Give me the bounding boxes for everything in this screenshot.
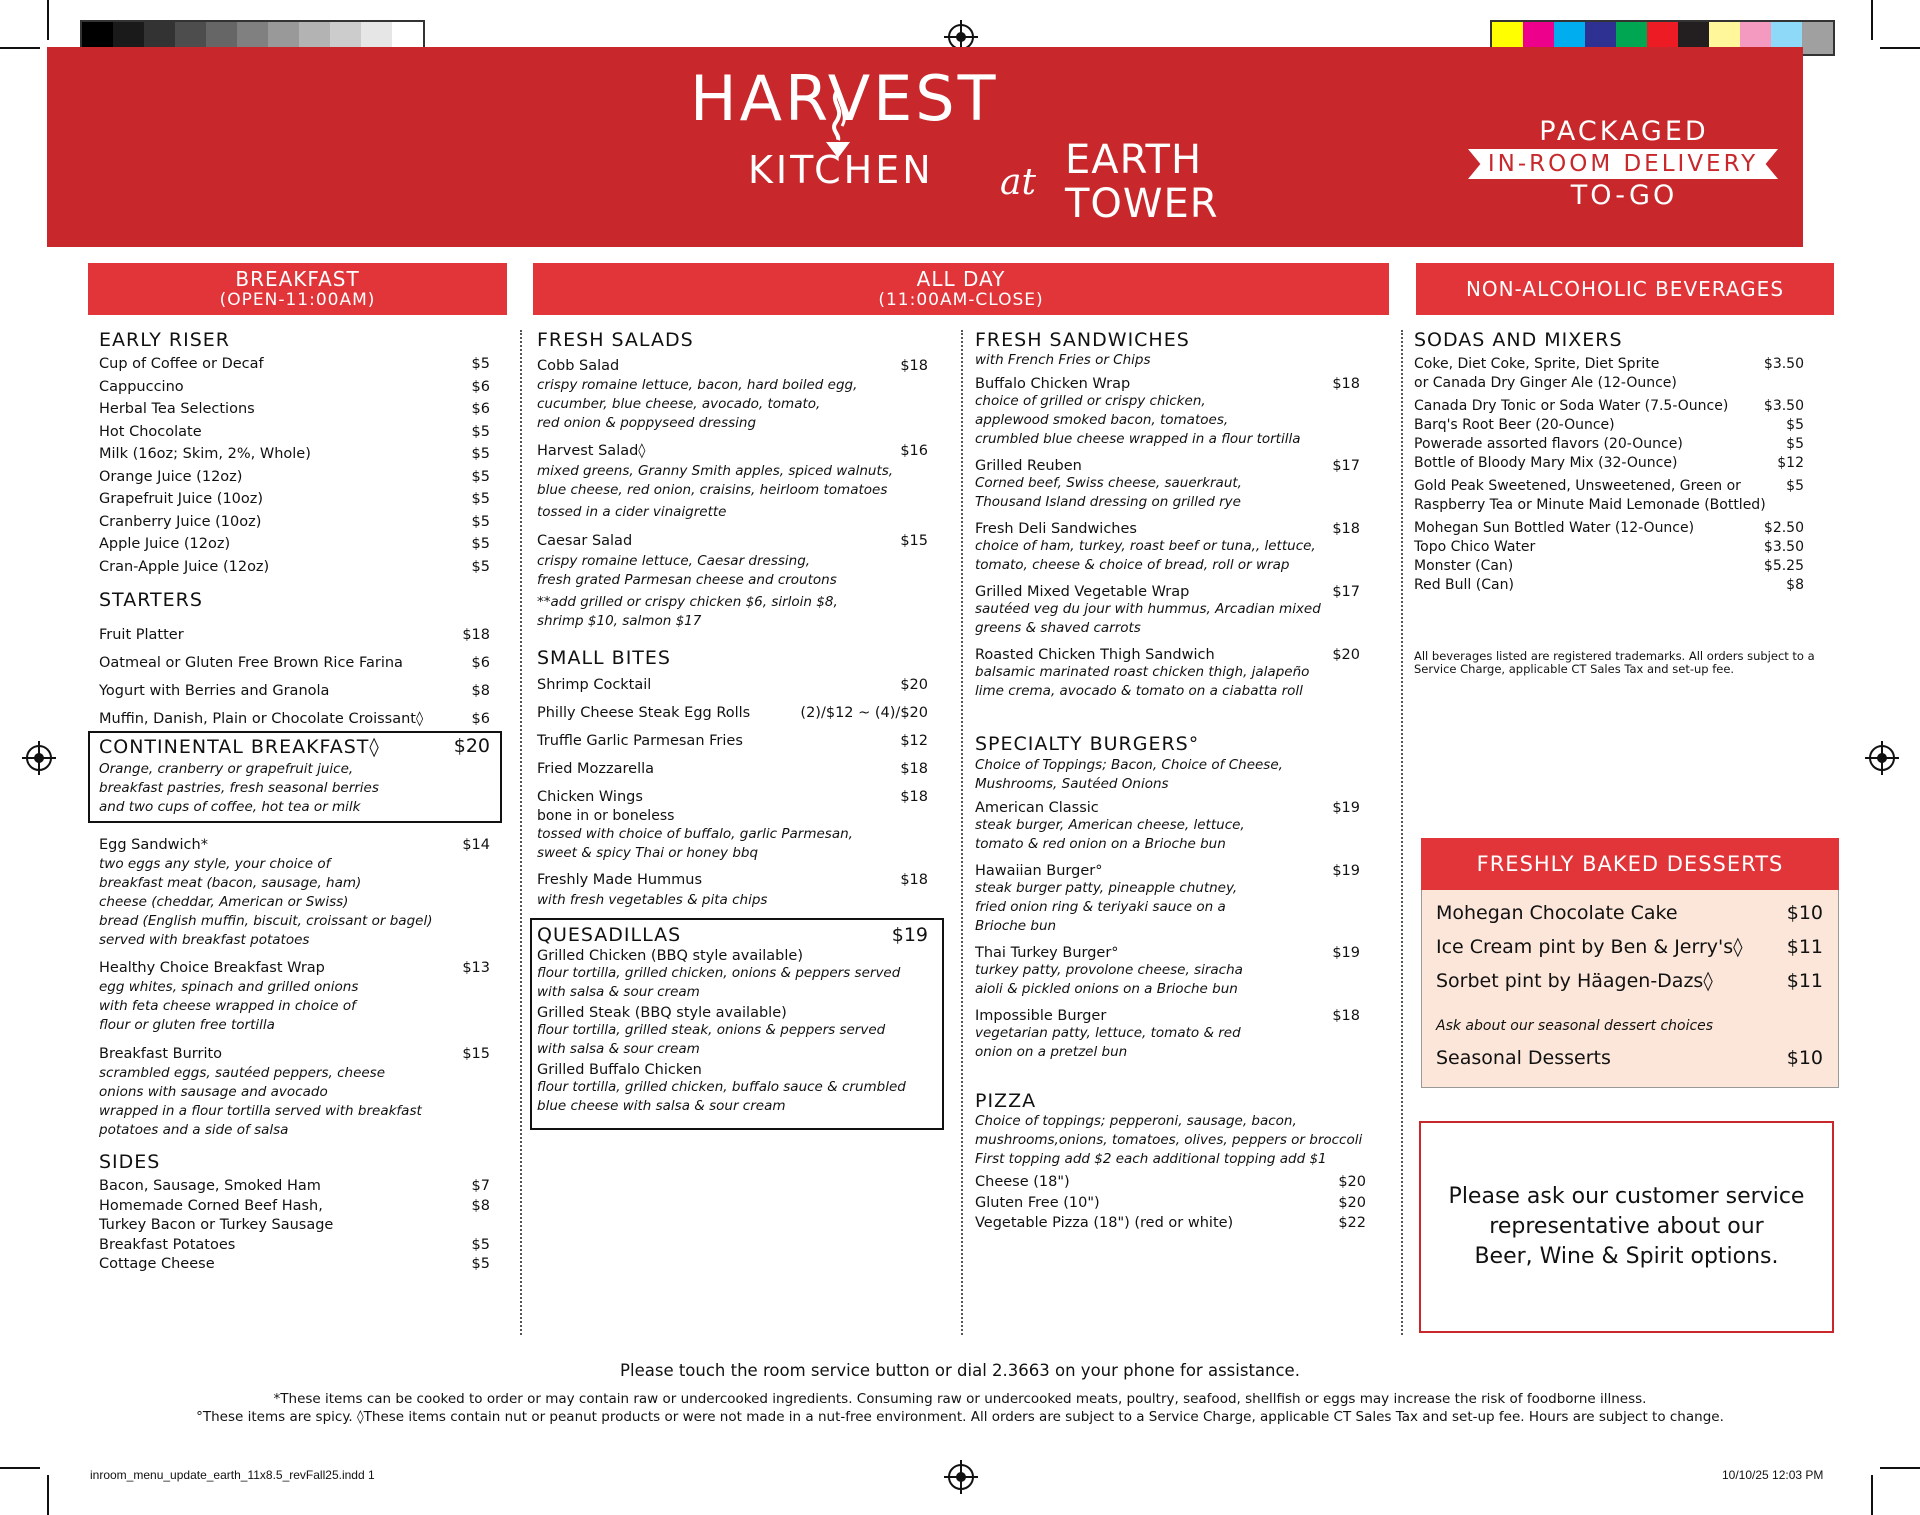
beverages-note	[1414, 650, 1815, 676]
crop-mark	[1880, 1467, 1920, 1469]
sides-title: SIDES	[99, 1151, 161, 1173]
crop-mark	[1880, 47, 1920, 49]
chicken-wings-name: Chicken Wings	[537, 789, 643, 805]
sandwiches-title: FRESH SANDWICHES	[975, 329, 1190, 351]
dessert-item	[1436, 936, 1826, 970]
beverage-name: Red Bull (Can)	[1414, 577, 1514, 593]
beverage-item	[1414, 477, 1804, 515]
hummus-desc	[537, 891, 767, 910]
salads-title: FRESH SALADS	[537, 329, 694, 351]
beverage-item	[1414, 397, 1804, 416]
early-riser-item-name: Grapefruit Juice (10oz)	[99, 491, 264, 507]
quesadilla-desc-line: flour tortilla, grilled chicken, onions & peppers served	[537, 965, 901, 981]
early-riser-item-name: Hot Chocolate	[99, 423, 202, 440]
sandwiches-sub: with French Fries or Chips	[975, 352, 1151, 368]
desc-line: red onion & poppyseed dressing	[537, 415, 757, 431]
desc-line: shrimp $10, salmon $17	[537, 613, 702, 629]
burger-desc-line: turkey patty, provolone cheese, siracha	[975, 962, 1243, 978]
early-riser-item-name: Apple Juice (12oz)	[99, 536, 231, 552]
sandwich-desc-line: balsamic marinated roast chicken thigh, jalapeño	[975, 664, 1310, 680]
dessert-name: Mohegan Chocolate Cake	[1436, 902, 1678, 924]
early-riser-item-name: Cup of Coffee or Decaf	[99, 356, 264, 372]
crop-mark	[0, 1467, 40, 1469]
ask-line: Please ask our customer service	[1448, 1184, 1805, 1209]
quesadilla-desc-line: with salsa & sour cream	[537, 1041, 700, 1057]
beverage-name: Topo Chico Water	[1414, 539, 1536, 555]
burger-name: American Classic	[975, 800, 1099, 816]
desc-line: sweet & spicy Thai or honey bbq	[537, 845, 759, 861]
caesar-salad-price: $15	[900, 533, 928, 549]
sandwich-desc-line: choice of grilled or crispy chicken,	[975, 393, 1206, 409]
desc-line: wrapped in a flour tortilla served with breakfast	[99, 1103, 422, 1119]
sandwich-name: Roasted Chicken Thigh Sandwich	[975, 647, 1215, 663]
seasonal-desserts-price: $10	[1786, 1047, 1823, 1069]
burrito-desc	[99, 1064, 422, 1140]
beverage-price: $3.50	[1763, 539, 1804, 555]
quesadillas-title: QUESADILLAS	[537, 924, 682, 946]
breakfast-title: BREAKFAST	[235, 267, 360, 291]
dessert-item	[1436, 970, 1826, 1004]
ask-line: representative about our	[1489, 1214, 1764, 1239]
early-riser-item-name: Milk (16oz; Skim, 2%, Whole)	[99, 446, 311, 462]
desc-line: breakfast pastries, fresh seasonal berries	[99, 780, 379, 796]
burger	[975, 800, 1375, 854]
sandwich-price: $17	[1332, 584, 1360, 600]
beverage-price: $3.50	[1763, 356, 1804, 372]
assistance-note: Please touch the room service button or dial 2.3663 on your phone for assistance.	[620, 1361, 1300, 1380]
side-item-name: Homemade Corned Beef Hash,	[99, 1197, 323, 1214]
burger-desc-line: Brioche bun	[975, 918, 1057, 934]
to-go-label: TO-GO	[1570, 180, 1678, 211]
harvest-salad-desc	[537, 462, 893, 522]
starters-title: STARTERS	[99, 589, 203, 611]
dessert-item	[1436, 902, 1826, 936]
desc-line: with feta cheese wrapped in choice of	[99, 998, 356, 1014]
beverage-name: Coke, Diet Coke, Sprite, Diet Sprite	[1414, 356, 1660, 372]
side-item-name: Turkey Bacon or Turkey Sausage	[99, 1217, 334, 1233]
sandwich-name: Grilled Reuben	[975, 458, 1082, 474]
small-bite-name: Fried Mozzarella	[537, 761, 655, 777]
starter-item-name: Fruit Platter	[99, 627, 184, 643]
small-bite-price: $12	[900, 733, 928, 749]
sandwich-name: Buffalo Chicken Wrap	[975, 376, 1131, 392]
sandwich-name: Grilled Mixed Vegetable Wrap	[975, 584, 1190, 600]
small-bite-price: (2)/$12 ~ (4)/$20	[800, 705, 928, 721]
sandwich-price: $17	[1332, 458, 1360, 474]
desc-line: mushrooms,onions, tomatoes, olives, peppers or broccoli	[975, 1132, 1363, 1148]
registration-mark	[1869, 745, 1895, 771]
logo-at: at	[1000, 162, 1036, 203]
burger-price: $19	[1332, 945, 1360, 961]
sandwich-desc-line: sautéed veg du jour with hummus, Arcadian mixed	[975, 601, 1321, 617]
small-bite-name: Philly Cheese Steak Egg Rolls	[537, 705, 751, 721]
early-riser-item-name: Cappuccino	[99, 378, 184, 395]
small-bite-name: Shrimp Cocktail	[537, 677, 652, 693]
hummus-price: $18	[900, 872, 928, 888]
desc-line: First topping add $2 each additional topping add $1	[975, 1151, 1327, 1167]
sandwich	[975, 521, 1375, 575]
breakfast-banner	[88, 263, 507, 315]
side-item-name: Breakfast Potatoes	[99, 1236, 236, 1253]
pizza-item-name: Cheese (18")	[975, 1174, 1070, 1190]
continental-price: $20	[453, 735, 490, 757]
sandwich-name: Fresh Deli Sandwiches	[975, 521, 1137, 537]
desc-line: crispy romaine lettuce, Caesar dressing,	[537, 553, 811, 569]
pizza-title: PIZZA	[975, 1090, 1037, 1112]
crop-mark	[0, 47, 40, 49]
desserts-list	[1436, 902, 1826, 1004]
early-riser-item-price: $5	[471, 356, 490, 372]
beverage-price: $5	[1786, 436, 1804, 452]
sandwich	[975, 584, 1375, 638]
chicken-wings-desc	[537, 825, 853, 863]
sodas-title: SODAS AND MIXERS	[1414, 329, 1623, 351]
beverage-item	[1414, 576, 1804, 595]
beverage-name-2: Raspberry Tea or Minute Maid Lemonade (Bottled)	[1414, 497, 1766, 513]
sandwiches-list	[975, 376, 1375, 710]
burgers-list	[975, 800, 1375, 1071]
burger-desc-line: fried onion ring & teriyaki sauce on a	[975, 899, 1226, 915]
ask-line: Beer, Wine & Spirit options.	[1474, 1244, 1779, 1269]
sandwich	[975, 376, 1375, 449]
beverage-item	[1414, 519, 1804, 538]
early-riser-item-price: $5	[471, 491, 490, 507]
beverage-name: Barq's Root Beer (20-Ounce)	[1414, 417, 1615, 433]
registration-mark	[26, 745, 52, 771]
burger-name: Impossible Burger	[975, 1008, 1107, 1024]
starter-item-price: $6	[471, 655, 490, 671]
burger-price: $19	[1332, 800, 1360, 816]
beverage-name: Monster (Can)	[1414, 558, 1514, 574]
pizza-sub	[975, 1112, 1362, 1169]
desc-line: blue cheese, red onion, craisins, heirloom tomatoes	[537, 482, 888, 498]
quesadilla	[537, 948, 937, 1002]
pizza-item-name: Vegetable Pizza (18") (red or white)	[975, 1215, 1234, 1231]
desc-line: onions with sausage and avocado	[99, 1084, 328, 1100]
dessert-name: Sorbet pint by Häagen-Dazs◊	[1436, 970, 1713, 992]
side-item-name: Cottage Cheese	[99, 1256, 215, 1272]
beer-wine-text	[1419, 1182, 1834, 1272]
early-riser-item-price: $5	[471, 536, 490, 552]
allday-title: ALL DAY	[916, 267, 1006, 291]
starter-item-name: Yogurt with Berries and Granola	[99, 683, 330, 699]
logo-kitchen: KITCHEN	[748, 148, 934, 192]
beverage-item	[1414, 538, 1804, 557]
desc-line: cucumber, blue cheese, avocado, tomato,	[537, 396, 821, 412]
beverage-price: $2.50	[1763, 520, 1804, 536]
file-slug: inroom_menu_update_earth_11x8.5_revFall25.indd 1	[90, 1468, 375, 1482]
burger-name: Thai Turkey Burger°	[975, 945, 1119, 961]
early-riser-item-price: $6	[471, 401, 490, 417]
quesadilla-name: Grilled Steak (BBQ style available)	[537, 1005, 787, 1021]
side-item-price: $5	[471, 1236, 490, 1253]
burger-desc-line: onion on a pretzel bun	[975, 1044, 1128, 1060]
beverage-price: $5	[1786, 417, 1804, 433]
footnote-spicy-nut: °These items are spicy. ◊These items contain nut or peanut products or were not made in a nut-free environment. All orders are subject to a Service Charge, applicable CT Sales Tax and set-up fee. Hours are subject to change.	[196, 1409, 1724, 1425]
beverage-price: $5	[1786, 478, 1804, 494]
sandwich-price: $18	[1332, 376, 1360, 392]
desc-line: tossed in a cider vinaigrette	[537, 504, 727, 520]
desc-line: two eggs any style, your choice of	[99, 856, 331, 872]
quesadilla	[537, 1005, 937, 1059]
desc-line: bread (English muffin, biscuit, croissant or bagel)	[99, 913, 433, 929]
in-room-delivery-ribbon	[1468, 149, 1778, 179]
burger-desc-line: steak burger patty, pineapple chutney,	[975, 880, 1238, 896]
sandwich-price: $20	[1332, 647, 1360, 663]
beverage-price: $5.25	[1763, 558, 1804, 574]
starter-item-name: Oatmeal or Gluten Free Brown Rice Farina	[99, 655, 403, 671]
desc-line: mixed greens, Granny Smith apples, spiced walnuts,	[537, 463, 894, 479]
small-bite-price: $18	[900, 761, 928, 777]
desc-line: egg whites, spinach and grilled onions	[99, 979, 359, 995]
burger	[975, 1008, 1375, 1062]
dessert-price: $11	[1786, 936, 1823, 958]
side-item-price: $5	[471, 1256, 490, 1272]
burger-name: Hawaiian Burger°	[975, 863, 1103, 879]
burgers-title: SPECIALTY BURGERS°	[975, 733, 1200, 755]
beverage-price: $8	[1786, 577, 1804, 593]
breakfast-hours: (OPEN-11:00AM)	[219, 290, 376, 310]
harvest-salad-price: $16	[900, 443, 928, 459]
burger-desc-line: tomato & red onion on a Brioche bun	[975, 836, 1226, 852]
desc-line: potatoes and a side of salsa	[99, 1122, 289, 1138]
beverages-banner: NON-ALCOHOLIC BEVERAGES	[1416, 263, 1834, 315]
sandwich-desc-line: applewood smoked bacon, tomatoes,	[975, 412, 1229, 428]
quesadilla-desc-line: with salsa & sour cream	[537, 984, 700, 1000]
early-riser-item-price: $6	[471, 378, 490, 395]
beverages-list	[1414, 355, 1804, 595]
crop-mark	[47, 1475, 49, 1515]
quesadilla-name: Grilled Buffalo Chicken	[537, 1062, 702, 1078]
side-item-price: $7	[471, 1178, 490, 1194]
desc-line: Mushrooms, Sautéed Onions	[975, 776, 1169, 792]
egg-sandwich-price: $14	[462, 837, 490, 853]
early-riser-item-name: Cranberry Juice (10oz)	[99, 513, 262, 530]
small-bites-title: SMALL BITES	[537, 647, 671, 669]
pizza-item-name: Gluten Free (10")	[975, 1194, 1100, 1211]
burgers-sub	[975, 756, 1283, 794]
side-item-name: Bacon, Sausage, Smoked Ham	[99, 1178, 321, 1194]
desc-line: Choice of toppings; pepperoni, sausage, bacon,	[975, 1113, 1297, 1129]
quesadillas-price: $19	[891, 924, 928, 946]
quesadilla-desc-line: flour tortilla, grilled chicken, buffalo sauce & crumbled	[537, 1079, 906, 1095]
burrito-name: Breakfast Burrito	[99, 1046, 223, 1062]
egg-sandwich-name: Egg Sandwich*	[99, 837, 208, 853]
logo-tower: TOWER	[1065, 181, 1219, 227]
sandwich-desc-line: tomato, cheese & choice of bread, roll or wrap	[975, 557, 1290, 573]
caesar-salad-name: Caesar Salad	[537, 533, 633, 549]
beverage-name: Mohegan Sun Bottled Water (12-Ounce)	[1414, 520, 1695, 536]
sandwich-desc-line: Corned beef, Swiss cheese, sauerkraut,	[975, 475, 1242, 491]
burger-price: $19	[1332, 863, 1360, 879]
quesadillas-list	[537, 948, 937, 1119]
early-riser-item-price: $5	[471, 513, 490, 530]
burger-desc-line: steak burger, American cheese, lettuce,	[975, 817, 1245, 833]
desc-line: cheese (cheddar, American or Swiss)	[99, 894, 349, 910]
registration-mark	[948, 1464, 974, 1490]
burrito-price: $15	[462, 1046, 490, 1062]
date-slug: 10/10/25 12:03 PM	[1722, 1468, 1824, 1482]
sandwich-desc-line: Thousand Island dressing on grilled rye	[975, 494, 1241, 510]
desc-line: **add grilled or crispy chicken $6, sirloin $8,	[537, 594, 838, 610]
cobb-salad-price: $18	[900, 358, 928, 374]
pizza-item-price: $20	[1338, 1174, 1366, 1190]
swatch	[1802, 22, 1833, 54]
beverage-name: Bottle of Bloody Mary Mix (32-Ounce)	[1414, 455, 1678, 471]
early-riser-item-price: $5	[471, 468, 490, 485]
sandwich-desc-line: greens & shaved carrots	[975, 620, 1141, 636]
small-bite-name: Truffle Garlic Parmesan Fries	[537, 733, 743, 749]
beverage-name: Gold Peak Sweetened, Unsweetened, Green or	[1414, 478, 1741, 494]
starter-item-price: $8	[471, 683, 490, 699]
allday-banner	[533, 263, 1389, 315]
burger-price: $18	[1332, 1008, 1360, 1024]
early-riser-item-price: $5	[471, 558, 490, 575]
column-divider	[520, 330, 522, 1335]
in-room-delivery-label: IN-ROOM DELIVERY	[1487, 151, 1759, 177]
column-divider	[961, 330, 963, 1335]
side-item-price: $8	[471, 1197, 490, 1214]
small-bite-price: $20	[900, 677, 928, 693]
pizza-item-price: $22	[1338, 1215, 1366, 1231]
desc-line: tossed with choice of buffalo, garlic Parmesan,	[537, 826, 853, 842]
continental-title: CONTINENTAL BREAKFAST◊	[99, 736, 380, 758]
desc-line: with fresh vegetables & pita chips	[537, 892, 768, 908]
desserts-banner: FRESHLY BAKED DESSERTS	[1421, 838, 1839, 890]
early-riser-title: EARLY RISER	[99, 329, 230, 351]
packaged-label: PACKAGED	[1539, 116, 1709, 147]
desc-line: flour or gluten free tortilla	[99, 1017, 275, 1033]
cobb-salad-name: Cobb Salad	[537, 358, 620, 374]
chicken-wings-sub: bone in or boneless	[537, 808, 675, 824]
starter-item-price: $6	[471, 711, 490, 727]
early-riser-item-price: $5	[471, 423, 490, 440]
burger-desc-line: vegetarian patty, lettuce, tomato & red	[975, 1025, 1241, 1041]
quesadilla	[537, 1062, 937, 1116]
dessert-price: $11	[1786, 970, 1823, 992]
logo-earth-tower	[1065, 138, 1219, 226]
healthy-wrap-name: Healthy Choice Breakfast Wrap	[99, 960, 325, 976]
desc-line: scrambled eggs, sautéed peppers, cheese	[99, 1065, 386, 1081]
crop-mark	[1871, 1475, 1873, 1515]
sandwich-desc-line: crumbled blue cheese wrapped in a flour tortilla	[975, 431, 1301, 447]
desc-line: Choice of Toppings; Bacon, Choice of Cheese,	[975, 757, 1283, 773]
footnote-raw: *These items can be cooked to order or may contain raw or undercooked ingredients. Consuming raw or undercooked meats, poultry, seafood, shellfish or eggs may increase the risk of foodborne illness.	[273, 1391, 1647, 1407]
sandwich-price: $18	[1332, 521, 1360, 537]
continental-desc	[99, 760, 379, 817]
quesadilla-desc-line: blue cheese with salsa & sour cream	[537, 1098, 786, 1114]
desc-line: served with breakfast potatoes	[99, 932, 310, 948]
logo-earth: EARTH	[1065, 137, 1203, 183]
starter-item-price: $18	[462, 627, 490, 643]
desc-line: fresh grated Parmesan cheese and croutons	[537, 572, 837, 588]
chicken-wings-price: $18	[900, 789, 928, 805]
note-line: All beverages listed are registered trademarks. All orders subject to a	[1414, 649, 1815, 663]
allday-hours: (11:00AM-CLOSE)	[878, 290, 1044, 310]
burger	[975, 863, 1375, 936]
desc-line: and two cups of coffee, hot tea or milk	[99, 799, 361, 815]
burger	[975, 945, 1375, 999]
beverage-item	[1414, 454, 1804, 473]
sandwich-desc-line: choice of ham, turkey, roast beef or tuna,, lettuce,	[975, 538, 1316, 554]
beverage-item	[1414, 435, 1804, 454]
beverage-price: $12	[1777, 455, 1804, 471]
crop-mark	[1871, 0, 1873, 40]
desc-line: Orange, cranberry or grapefruit juice,	[99, 761, 354, 777]
cobb-salad-desc	[537, 376, 857, 433]
healthy-wrap-desc	[99, 978, 358, 1035]
dessert-ask: Ask about our seasonal dessert choices	[1436, 1018, 1714, 1034]
early-riser-item-name: Orange Juice (12oz)	[99, 468, 243, 485]
burger-desc-line: aioli & pickled onions on a Brioche bun	[975, 981, 1238, 997]
note-line: Service Charge, applicable CT Sales Tax and set-up fee.	[1414, 662, 1735, 676]
sandwich	[975, 458, 1375, 512]
hummus-name: Freshly Made Hummus	[537, 872, 703, 888]
early-riser-item-price: $5	[471, 446, 490, 462]
sandwich	[975, 647, 1375, 701]
logo-harvest: HARVEST	[690, 62, 999, 135]
dessert-name: Ice Cream pint by Ben & Jerry's◊	[1436, 936, 1743, 958]
early-riser-item-name: Herbal Tea Selections	[99, 401, 255, 417]
quesadilla-desc-line: flour tortilla, grilled steak, onions & peppers served	[537, 1022, 886, 1038]
desc-line: crispy romaine lettuce, bacon, hard boiled egg,	[537, 377, 858, 393]
egg-sandwich-desc	[99, 855, 432, 950]
sandwich-desc-line: lime crema, avocado & tomato on a ciabatta roll	[975, 683, 1303, 699]
early-riser-item-name: Cran-Apple Juice (12oz)	[99, 558, 270, 575]
starter-item-name: Muffin, Danish, Plain or Chocolate Croissant◊	[99, 711, 424, 727]
pizza-item-price: $20	[1338, 1194, 1366, 1211]
column-divider	[1401, 330, 1403, 1335]
beverage-price: $3.50	[1763, 398, 1804, 414]
dessert-price: $10	[1786, 902, 1823, 924]
seasonal-desserts-name: Seasonal Desserts	[1436, 1047, 1611, 1069]
beverage-item	[1414, 557, 1804, 576]
quesadilla-name: Grilled Chicken (BBQ style available)	[537, 948, 803, 964]
beverage-name-2: or Canada Dry Ginger Ale (12-Ounce)	[1414, 375, 1677, 391]
desc-line: breakfast meat (bacon, sausage, ham)	[99, 875, 362, 891]
beverage-item	[1414, 416, 1804, 435]
beverage-name: Powerade assorted flavors (20-Ounce)	[1414, 436, 1683, 452]
caesar-salad-desc	[537, 552, 838, 631]
harvest-salad-name: Harvest Salad◊	[537, 443, 646, 459]
crop-mark	[47, 0, 49, 40]
beverage-name: Canada Dry Tonic or Soda Water (7.5-Ounce)	[1414, 398, 1729, 414]
healthy-wrap-price: $13	[462, 960, 490, 976]
beverage-item	[1414, 355, 1804, 393]
